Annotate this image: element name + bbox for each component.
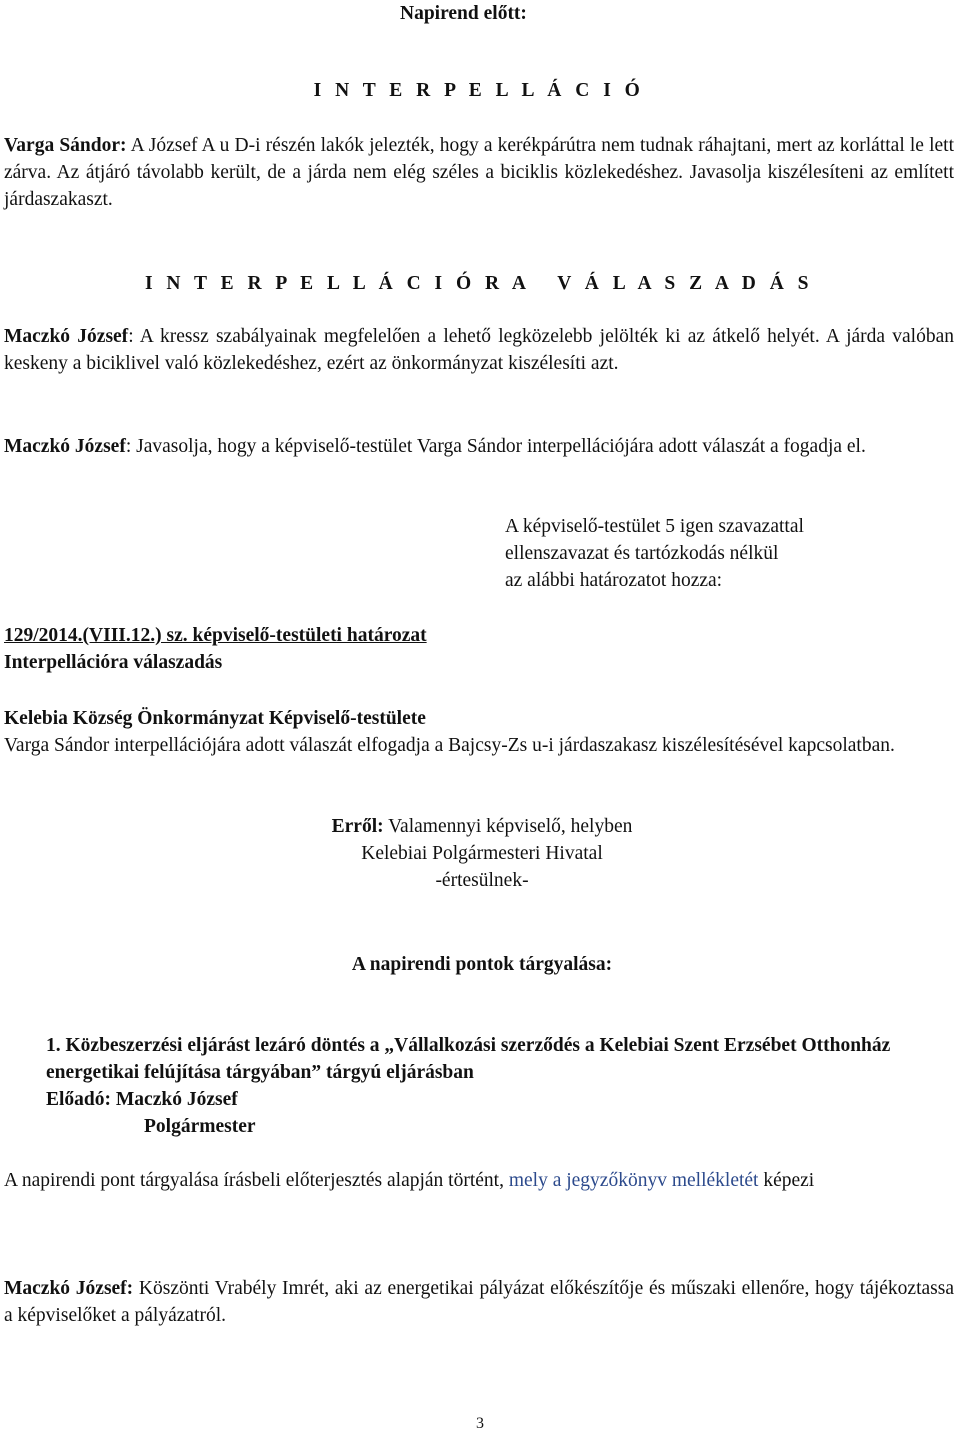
attachment-reference: mely a jegyzőkönyv mellékletét — [508, 1170, 759, 1191]
section-title: Napirend előtt: — [400, 3, 527, 24]
interpellation-heading: I N T E R P E L L Á C I Ó — [313, 80, 645, 101]
speaker-name: Maczkó József: — [4, 1278, 134, 1299]
vote-line: ellenszavazat és tartózkodás nélkül — [505, 543, 779, 564]
reply-heading: I N T E R P E L L Á C I Ó R A V Á L A S Z A D Á S — [144, 273, 814, 294]
vote-block — [505, 513, 804, 594]
resolution-body-text: Varga Sándor interpellációjára adott válaszát elfogadja a Bajcsy-Zs u-i járdaszakasz kiszélesítésével kapcsolatban. — [4, 735, 895, 756]
notify-line: Kelebiai Polgármesteri Hivatal — [361, 843, 603, 864]
interpellation-paragraph — [4, 132, 954, 213]
resolution-body-heading: Kelebia Község Önkormányzat Képviselő-testülete — [4, 708, 426, 729]
speaker-name: Maczkó József — [4, 326, 129, 347]
agenda-item-role: Polgármester — [144, 1116, 256, 1137]
document-page — [4, 0, 954, 1434]
speaker-name: Maczkó József — [4, 436, 126, 457]
proposal-paragraph — [4, 433, 954, 460]
agenda-heading: A napirendi pontok tárgyalása: — [351, 954, 613, 975]
paragraph-text: Köszönti Vrabély Imrét, aki az energetikai pályázat előkészítője és műszaki ellenőre, hogy tájékoztassa a képviselőket a pályázatról. — [4, 1278, 954, 1326]
agenda-item-title: 1. Közbeszerzési eljárást lezáró döntés a „Vállalkozási szerződés a Kelebiai Szent Erzsébet Otthonház energetikai felújítása tárgyában” tárgyú eljárásban — [46, 1035, 891, 1083]
paragraph-text: : Javasolja, hogy a képviselő-testület Varga Sándor interpellációjára adott válaszát a fogadja el. — [125, 436, 866, 457]
paragraph-text: : A kressz szabályainak megfelelően a lehető legközelebb jelölték ki az átkelő helyét. A járda valóban keskeny a biciklivel való közlekedéshez, ezért az önkormányzat kiszélesíti azt. — [4, 326, 955, 374]
page-number: 3 — [476, 1415, 484, 1432]
paragraph-text: A József A u D-i részén lakók jelezték, hogy a kerékpárútra nem tudnak ráhajtani, mert az korláttal le lett zárva. Az átjáró távolabb került, de a járda nem elég széles a biciklis közlekedéshez. Javasolja kiszélesíteni az említett járdaszakaszt. — [4, 135, 954, 210]
greeting-paragraph — [4, 1275, 954, 1329]
notify-label: Erről: — [331, 816, 384, 837]
notify-line: -értesülnek- — [435, 870, 529, 891]
resolution-number: 129/2014.(VIII.12.) sz. képviselő-testületi határozat — [4, 625, 427, 646]
speaker-name: Varga Sándor: — [4, 135, 127, 156]
notify-line: Erről: Valamennyi képviselő, helyben — [331, 816, 633, 837]
resolution-subject: Interpellációra válaszadás — [4, 652, 223, 673]
reply-paragraph — [4, 323, 954, 377]
agenda-item-presenter: Előadó: Maczkó József — [46, 1089, 238, 1110]
notify-block — [4, 813, 960, 894]
vote-line: A képviselő-testület 5 igen szavazattal — [505, 516, 804, 537]
vote-line: az alábbi határozatot hozza: — [505, 570, 723, 591]
discussion-paragraph: A napirendi pont tárgyalása írásbeli előterjesztés alapján történt, mely a jegyzőkönyv mellékletét képezi — [4, 1170, 815, 1191]
